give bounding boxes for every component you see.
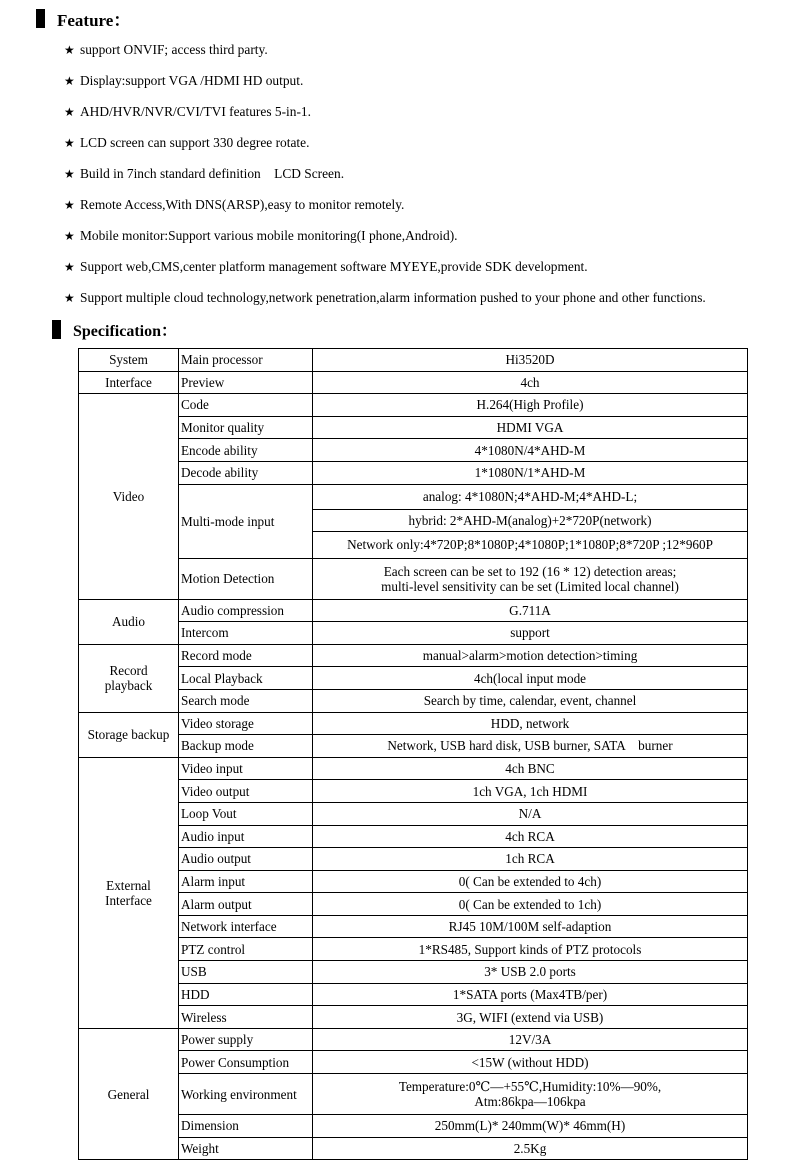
parameter-cell: Power supply [179,1028,313,1051]
parameter-cell: PTZ control [179,938,313,961]
parameter-cell: Backup mode [179,735,313,758]
value-cell: H.264(High Profile) [313,394,748,417]
table-row [79,802,748,825]
list-item: ★ Support multiple cloud technology,network penetration,alarm information pushed to your phone and other functions. [64,284,706,315]
table-row [79,349,748,372]
parameter-cell: Power Consumption [179,1051,313,1074]
table-row [79,461,748,484]
parameter-cell: Preview [179,371,313,394]
category-cell: Storage backup [79,712,179,757]
list-item: ★ Remote Access,With DNS(ARSP),easy to monitor remotely. [64,191,706,222]
list-item: ★ LCD screen can support 330 degree rotate. [64,129,706,160]
category-cell: General [79,1028,179,1159]
table-row [79,439,748,462]
table-row [79,961,748,984]
star-icon: ★ [64,167,75,181]
table-row [79,667,748,690]
star-icon: ★ [64,198,75,212]
parameter-cell: Audio input [179,825,313,848]
value-cell: 12V/3A [313,1028,748,1051]
list-item: ★ Support web,CMS,center platform management software MYEYE,provide SDK development. [64,253,706,284]
table-row [79,599,748,622]
parameter-cell: Alarm output [179,893,313,916]
table-row [79,938,748,961]
specification-heading-text: Specification： [73,323,177,340]
category-cell: Audio [79,599,179,644]
value-cell: 1*SATA ports (Max4TB/per) [313,983,748,1006]
parameter-cell: Decode ability [179,461,313,484]
category-cell: Interface [79,371,179,394]
value-cell: 2.5Kg [313,1137,748,1160]
star-icon: ★ [64,43,75,57]
value-cell: 1*RS485, Support kinds of PTZ protocols [313,938,748,961]
star-icon: ★ [64,105,75,119]
parameter-cell: USB [179,961,313,984]
heading-marker [36,9,45,28]
value-cell: manual>alarm>motion detection>timing [313,644,748,667]
table-row [79,1051,748,1074]
category-cell: External Interface [79,757,179,1028]
value-cell: 3* USB 2.0 ports [313,961,748,984]
value-cell: 4ch BNC [313,757,748,780]
table-row [79,371,748,394]
value-cell: hybrid: 2*AHD-M(analog)+2*720P(network) [313,509,748,531]
table-row [79,893,748,916]
value-cell: support [313,622,748,645]
table-row [79,484,748,509]
list-item: ★ Display:support VGA /HDMI HD output. [64,67,706,98]
feature-list [64,36,706,315]
table-row [79,416,748,439]
value-cell: 4ch [313,371,748,394]
star-icon: ★ [64,260,75,274]
table-row [79,983,748,1006]
value-cell: RJ45 10M/100M self-adaption [313,915,748,938]
table-row [79,1074,748,1115]
parameter-cell: Dimension [179,1115,313,1138]
value-cell: Hi3520D [313,349,748,372]
feature-heading-text: Feature： [57,11,131,30]
parameter-cell: Working environment [179,1074,313,1115]
parameter-cell: Monitor quality [179,416,313,439]
star-icon: ★ [64,136,75,150]
value-cell: HDMI VGA [313,416,748,439]
value-cell: 4*1080N/4*AHD-M [313,439,748,462]
table-row [79,848,748,871]
parameter-cell: Code [179,394,313,417]
value-cell: N/A [313,802,748,825]
parameter-cell: Search mode [179,689,313,712]
table-row [79,644,748,667]
value-cell: 0( Can be extended to 1ch) [313,893,748,916]
value-cell: Network only:4*720P;8*1080P;4*1080P;1*1080P;8*720P ;12*960P [313,531,748,558]
value-cell: Temperature:0℃—+55℃,Humidity:10%—90%, Atm:86kpa—106kpa [313,1074,748,1115]
value-cell: Search by time, calendar, event, channel [313,689,748,712]
value-cell: 0( Can be extended to 4ch) [313,870,748,893]
parameter-cell: Local Playback [179,667,313,690]
parameter-cell: Video input [179,757,313,780]
parameter-cell: Loop Vout [179,802,313,825]
feature-heading [36,6,130,31]
value-cell: analog: 4*1080N;4*AHD-M;4*AHD-L; [313,484,748,509]
list-item: ★ support ONVIF; access third party. [64,36,706,67]
parameter-cell: HDD [179,983,313,1006]
table-row [79,558,748,599]
parameter-cell: Multi-mode input [179,484,313,558]
value-cell: G.711A [313,599,748,622]
specification-heading [52,318,177,341]
table-row [79,394,748,417]
table-row [79,757,748,780]
value-cell: 1ch RCA [313,848,748,871]
parameter-cell: Record mode [179,644,313,667]
value-cell: 4ch(local input mode [313,667,748,690]
parameter-cell: Main processor [179,349,313,372]
table-row [79,622,748,645]
category-cell: System [79,349,179,372]
parameter-cell: Weight [179,1137,313,1160]
value-cell: 1*1080N/1*AHD-M [313,461,748,484]
table-row [79,825,748,848]
value-cell: Network, USB hard disk, USB burner, SATA burner [313,735,748,758]
star-icon: ★ [64,74,75,88]
parameter-cell: Alarm input [179,870,313,893]
value-cell: Each screen can be set to 192 (16 * 12) detection areas; multi-level sensitivity can be set (Limited local channel) [313,558,748,599]
value-cell: 250mm(L)* 240mm(W)* 46mm(H) [313,1115,748,1138]
category-cell: Video [79,394,179,599]
table-row [79,780,748,803]
table-row [79,1115,748,1138]
list-item: ★ Build in 7inch standard definition LCD Screen. [64,160,706,191]
star-icon: ★ [64,291,75,305]
table-row [79,1137,748,1160]
list-item: ★ AHD/HVR/NVR/CVI/TVI features 5-in-1. [64,98,706,129]
table-row [79,915,748,938]
value-cell: 1ch VGA, 1ch HDMI [313,780,748,803]
value-cell: 3G, WIFI (extend via USB) [313,1006,748,1029]
value-cell: <15W (without HDD) [313,1051,748,1074]
table-row [79,1006,748,1029]
category-cell: Record playback [79,644,179,712]
parameter-cell: Video output [179,780,313,803]
star-icon: ★ [64,229,75,243]
parameter-cell: Wireless [179,1006,313,1029]
parameter-cell: Audio output [179,848,313,871]
table-row [79,870,748,893]
value-cell: 4ch RCA [313,825,748,848]
heading-marker [52,320,61,339]
parameter-cell: Network interface [179,915,313,938]
value-cell: HDD, network [313,712,748,735]
table-row [79,1028,748,1051]
parameter-cell: Intercom [179,622,313,645]
parameter-cell: Audio compression [179,599,313,622]
parameter-cell: Motion Detection [179,558,313,599]
parameter-cell: Encode ability [179,439,313,462]
table-row [79,712,748,735]
specification-table [78,348,748,1160]
table-row [79,689,748,712]
table-row [79,735,748,758]
parameter-cell: Video storage [179,712,313,735]
list-item: ★ Mobile monitor:Support various mobile monitoring(I phone,Android). [64,222,706,253]
